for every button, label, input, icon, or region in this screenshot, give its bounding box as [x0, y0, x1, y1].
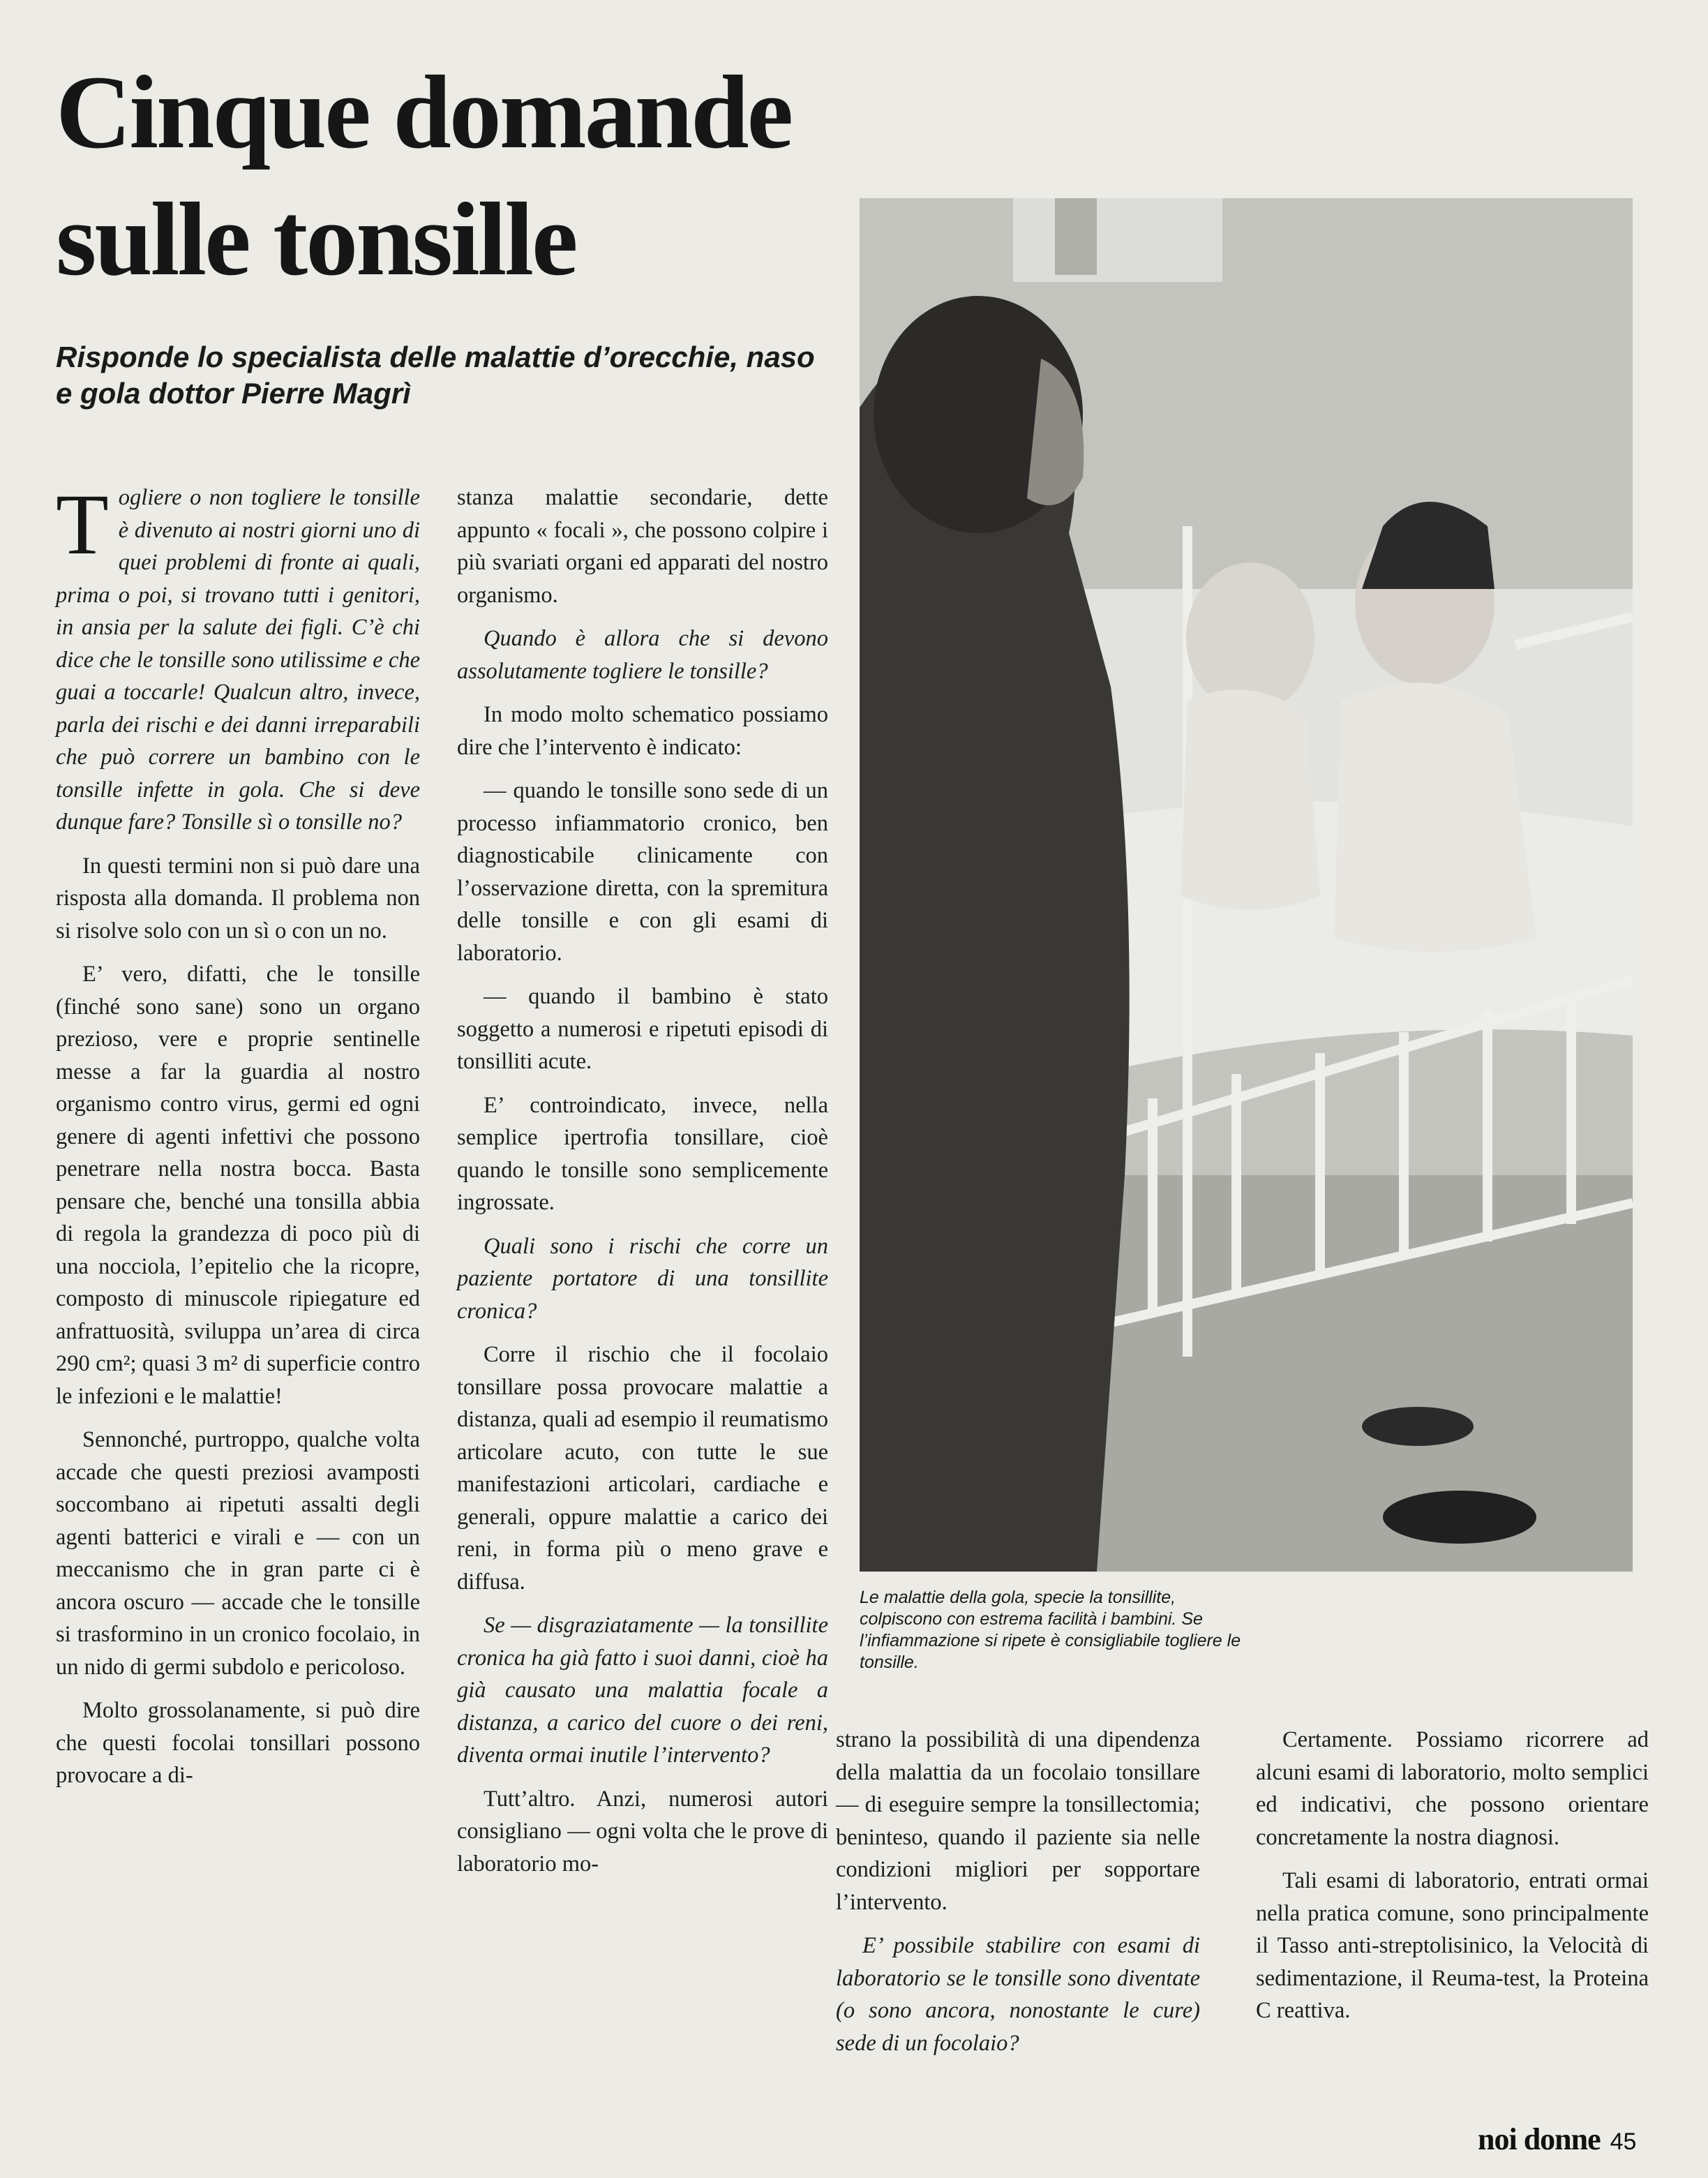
- paragraph: [457, 622, 828, 687]
- paragraph-text: In modo molto schematico possiamo dire che l’intervento è indicato:: [457, 702, 828, 760]
- paragraph-text: Tali esami di laboratorio, entrati ormai nella pratica comune, sono principalmente il Tasso anti-streptolisinico, la Velocità di sedimentazione, il Reuma-test, la Proteina C reattiva.: [1256, 1868, 1649, 2023]
- paragraph-text: Molto grossolanamente, si può dire che questi focolai tonsillari possono provocare a di-: [56, 1698, 420, 1788]
- paragraph: [457, 1609, 828, 1772]
- photo-illustration: [860, 198, 1633, 1572]
- paragraph-text: — quando le tonsille sono sede di un processo infiammatorio cronico, ben diagnosticabile clinicamente con l’osservazione diretta, con la spremitura delle tonsille e con gli esami di laboratorio.: [457, 778, 828, 966]
- paragraph: [457, 1089, 828, 1219]
- paragraph-text: E’ possibile stabilire con esami di laboratorio se le tonsille sono diventate (o sono ancora, nonostante le cure) sede di un focolaio?: [836, 1933, 1200, 2056]
- paragraph-text: Quando è allora che si devono assolutamente togliere le tonsille?: [457, 626, 828, 684]
- paragraph: [457, 699, 828, 763]
- paragraph: [457, 980, 828, 1078]
- paragraph: [1256, 1865, 1649, 2027]
- paragraph-text: Tutt’altro. Anzi, numerosi autori consigliano — ogni volta che le prove di laboratorio mo-: [457, 1786, 828, 1877]
- paragraph: [56, 1694, 420, 1792]
- paragraph: [457, 1230, 828, 1328]
- paragraph: [1256, 1724, 1649, 1853]
- page-number: 45: [1610, 2128, 1637, 2155]
- text-column-4: [1256, 1724, 1649, 2038]
- paragraph: [457, 482, 828, 611]
- text-column-3: [836, 1724, 1200, 2071]
- paragraph-text: E’ vero, difatti, che le tonsille (finché sono sane) sono un organo prezioso, vere e proprie sentinelle messe a far la guardia al nostro organismo contro virus, germi ed ogni genere di agenti infettivi che possono penetrare nella nostra bocca. Basta pensare che, benché una tonsilla abbia di regola la grandezza di poco più di una nocciola, l’epitelio che la ricopre, composto di minuscole ripiegature ed anfrattuosità, sviluppa un’area di circa 290 cm²; quasi 3 m² di superficie contro le infezioni e le malattie!: [56, 962, 420, 1409]
- paragraph: [56, 850, 420, 948]
- paragraph-text: Quali sono i rischi che corre un paziente portatore di una tonsillite cronica?: [457, 1233, 828, 1324]
- paragraph: [457, 775, 828, 969]
- paragraph: [457, 1783, 828, 1881]
- paragraph-text: strano la possibilità di una dipendenza della malattia da un focolaio tonsillare — di eseguire sempre la tonsillectomia; beninteso, quando il paziente sia nelle condizioni migliori per sopportare l’intervento.: [836, 1727, 1200, 1915]
- paragraph: [836, 1724, 1200, 1918]
- paragraph: [56, 477, 420, 839]
- article-subtitle: Risponde lo specialista delle malattie d’orecchie, naso e gola dottor Pierre Magrì: [56, 341, 815, 410]
- paragraph-text: Sennonché, purtroppo, qualche volta accade che questi preziosi avamposti soccombano ai ripetuti assalti degli agenti batterici e virali e — con un meccanismo che in gran parte ci è ancora oscuro — accade che le tonsille si trasformino in un cronico focolaio, in un nido di germi subdolo e pericoloso.: [56, 1427, 420, 1680]
- paragraph-text: In questi termini non si può dare una risposta alla domanda. Il problema non si risolve solo con un sì o con un no.: [56, 853, 420, 943]
- paragraph: [56, 958, 420, 1412]
- text-column-1: [56, 477, 420, 1803]
- paragraph-text: Certamente. Possiamo ricorrere ad alcuni esami di laboratorio, molto semplici ed indicativi, che possono orientare concretamente la nostra diagnosi.: [1256, 1727, 1649, 1850]
- drop-cap: T: [56, 477, 109, 572]
- magazine-name: noi donne: [1478, 2122, 1601, 2156]
- paragraph: [836, 1930, 1200, 2059]
- photo-caption: Le malattie della gola, specie la tonsillite, colpiscono con estrema facilità i bambini. Se l’infiammazione si ripete è consigliabile togliere le tonsille.: [860, 1588, 1241, 1672]
- page-footer: [1478, 2121, 1636, 2157]
- paragraph-text: — quando il bambino è stato soggetto a numerosi e ripetuti episodi di tonsilliti acute.: [457, 984, 828, 1074]
- paragraph: [56, 1424, 420, 1683]
- paragraph-text: E’ controindicato, invece, nella semplice ipertrofia tonsillare, cioè quando le tonsille sono semplicemente ingrossate.: [457, 1092, 828, 1215]
- paragraph-text: Se — disgraziatamente — la tonsillite cronica ha già fatto i suoi danni, cioè ha già causato una malattia focale a distanza, a carico del cuore o dei reni, diventa ormai inutile l’intervento?: [457, 1613, 828, 1768]
- article-title: Cinque domande sulle tonsille: [56, 54, 792, 297]
- text-column-2: [457, 482, 828, 1891]
- article-photo: [860, 198, 1633, 1572]
- paragraph-text: ogliere o non togliere le tonsille è divenuto ai nostri giorni uno di quei problemi di fronte ai quali, prima o poi, si trovano tutti i genitori, in ansia per la salute dei figli. C’è chi dice che le tonsille sono utilissime e che guai a toccarle! Qualcun altro, invece, parla dei rischi e dei danni irreparabili che può correre un bambino con le tonsille infette in gola. Che si deve dunque fare? Tonsille sì o tonsille no?: [56, 485, 420, 835]
- paragraph-text: Corre il rischio che il focolaio tonsillare possa provocare malattie a distanza, quali ad esempio il reumatismo articolare acuto, con tutte le sue manifestazioni articolari, cardiache e generali, oppure malattie a carico dei reni, in forma più o meno grave e diffusa.: [457, 1342, 828, 1595]
- paragraph-text: stanza malattie secondarie, dette appunto « focali », che possono colpire i più svariati organi ed apparati del nostro organismo.: [457, 485, 828, 608]
- paragraph: [457, 1338, 828, 1598]
